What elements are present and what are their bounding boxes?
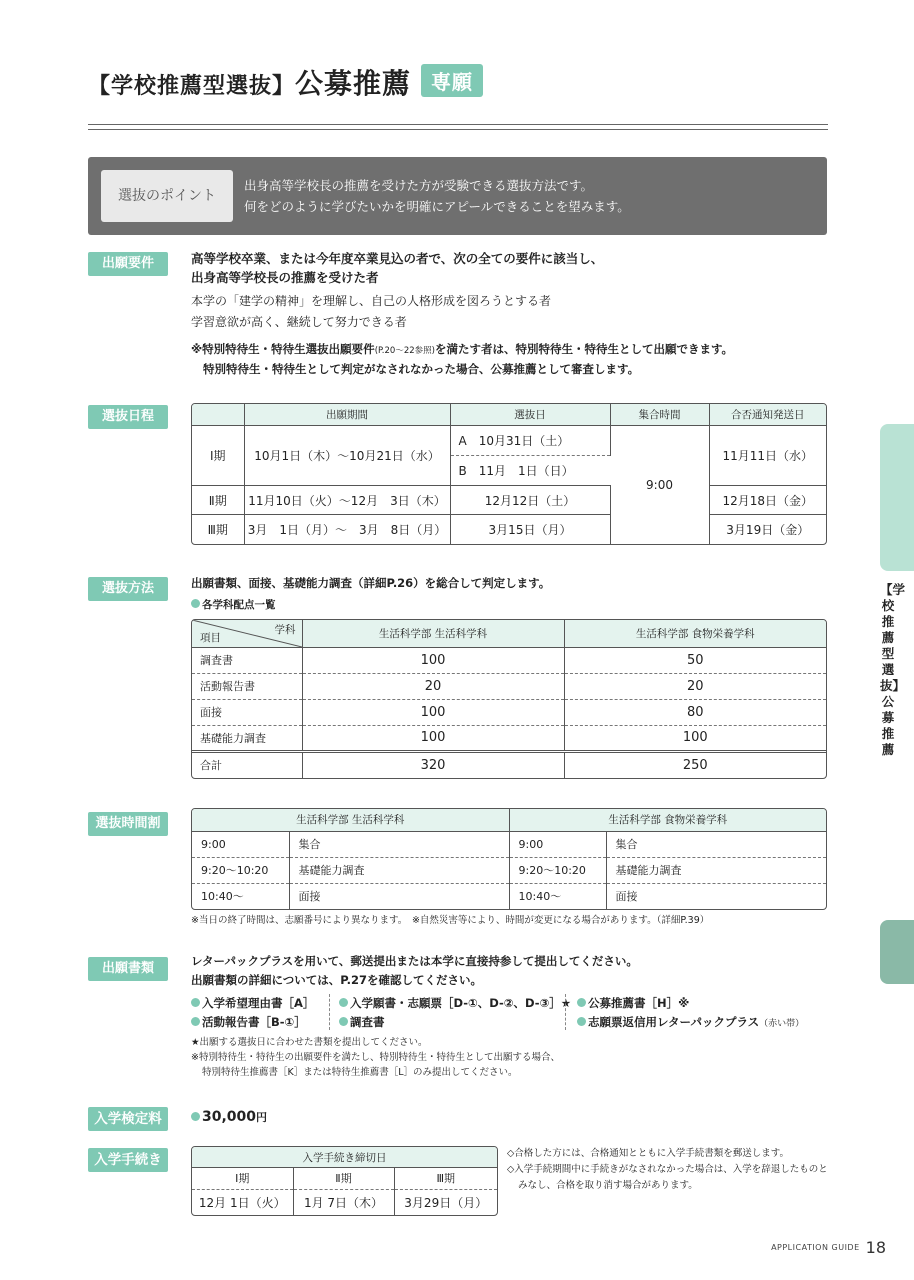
requirements-item-2: 学習意欲が高く、継続して努力できる者 <box>191 315 407 329</box>
bullet-dot <box>191 599 200 608</box>
requirements-label: 出願要件 <box>88 252 168 276</box>
score-col-b: 生活科学部 食物栄養学科 <box>564 620 826 647</box>
title-prefix: 【学校推薦型選抜】 <box>88 74 296 99</box>
schedule-exam-1a: A 10月31日（土） <box>450 425 610 455</box>
requirements-items <box>191 291 551 333</box>
side-tab-next[interactable] <box>880 920 914 984</box>
doc-item-5-text: 公募推薦書［H］※ <box>588 996 690 1010</box>
schedule-head-time: 集合時間 <box>610 404 709 425</box>
schedule-head-exam: 選抜日 <box>450 404 610 425</box>
requirements-notes <box>191 340 733 378</box>
score-item-1: 調査書 <box>192 647 302 673</box>
documents-note-1: ★出願する選抜日に合わせた書類を提出してください。 <box>191 1037 428 1048</box>
score-col-a: 生活科学部 生活科学科 <box>302 620 564 647</box>
documents-line-1: レターパックプラスを用いて、郵送提出または本学に直接持参して提出してください。 <box>191 954 638 968</box>
procedure-note-1: ◇合格した方には、合格通知とともに入学手続書類を郵送します。 <box>507 1148 790 1159</box>
doc-item-2-text: 活動報告書［B-①］ <box>202 1015 306 1029</box>
requirements-note-1b: (P.20～22参照) <box>374 346 435 356</box>
side-tab-active[interactable] <box>880 424 914 571</box>
score-total-item: 合計 <box>192 751 302 778</box>
procedure-term-1: Ⅰ期 <box>192 1168 293 1190</box>
schedule-exam-1b: B 11月 1日（日） <box>450 455 610 485</box>
tt-a-time-3: 10:40～ <box>192 883 289 909</box>
procedure-date-1: 12月 1日（火） <box>192 1189 293 1215</box>
score-a-3: 100 <box>302 699 564 725</box>
documents-label: 出願書類 <box>88 957 168 981</box>
score-item-2: 活動報告書 <box>192 673 302 699</box>
documents-desc <box>191 952 638 990</box>
doc-divider-1 <box>329 994 331 1030</box>
tt-a-event-2: 基礎能力調査 <box>289 857 509 883</box>
tt-a-time-2: 9:20～10:20 <box>192 857 289 883</box>
point-line-2: 何をどのように学びたいかを明確にアピールできることを望みます。 <box>244 199 630 214</box>
bullet-dot <box>191 1017 200 1026</box>
schedule-term-1: Ⅰ期 <box>192 425 244 485</box>
score-item-4: 基礎能力調査 <box>192 725 302 751</box>
documents-note-2: ※特別特待生・特待生の出願要件を満たし、特別特待生・特待生として出願する場合、 <box>191 1052 560 1063</box>
tt-b-time-3: 10:40～ <box>509 883 606 909</box>
score-a-2: 20 <box>302 673 564 699</box>
point-line-1: 出身高等学校長の推薦を受けた方が受験できる選抜方法です。 <box>244 178 594 193</box>
score-a-4: 100 <box>302 725 564 751</box>
bullet-dot <box>339 1017 348 1026</box>
schedule-assembly-time: 9:00 <box>610 425 709 544</box>
schedule-term-2: Ⅱ期 <box>192 486 244 515</box>
documents-col-3 <box>577 994 804 1034</box>
doc-item-6 <box>577 1013 804 1034</box>
doc-item-4-text: 調査書 <box>350 1015 385 1029</box>
score-total-b: 250 <box>682 757 708 773</box>
score-corner-bottom: 項目 <box>200 631 221 644</box>
point-text <box>244 175 630 217</box>
procedure-note-3: みなし、合格を取り消す場合があります。 <box>518 1180 698 1191</box>
timetable-table <box>191 808 827 910</box>
procedure-label: 入学手続き <box>88 1148 168 1172</box>
senkan-badge: 専願 <box>421 64 483 97</box>
score-corner <box>192 620 302 647</box>
requirements-bold <box>191 249 603 287</box>
doc-item-1-text: 入学希望理由書［A］ <box>202 996 315 1010</box>
bullet-dot <box>577 1017 586 1026</box>
side-section-title: 【学校推薦型選抜】 公募推薦 <box>880 582 906 757</box>
doc-item-3-text: 入学願書・志願票［D-①、D-②、D-③］★ <box>350 996 572 1010</box>
procedure-header: 入学手続き締切日 <box>192 1147 497 1168</box>
requirements-note-1a: ※特別特待生・特待生選抜出願要件 <box>191 342 375 356</box>
method-label: 選抜方法 <box>88 577 168 601</box>
tt-a-event-3: 面接 <box>289 883 509 909</box>
score-table <box>191 619 827 779</box>
bullet-dot <box>577 998 586 1007</box>
bullet-dot <box>339 998 348 1007</box>
title-rule-top <box>88 124 828 125</box>
procedure-term-3: Ⅲ期 <box>394 1168 497 1190</box>
schedule-head-blank <box>192 404 244 425</box>
tt-b-time-2: 9:20～10:20 <box>509 857 606 883</box>
schedule-term-3: Ⅲ期 <box>192 515 244 544</box>
timetable-label: 選抜時間割 <box>88 812 168 836</box>
tt-b-event-3: 面接 <box>615 890 638 904</box>
doc-item-2 <box>191 1013 314 1032</box>
documents-col-1 <box>191 994 314 1032</box>
schedule-notice-3: 3月19日（金） <box>726 523 810 538</box>
documents-col-2 <box>339 994 571 1032</box>
schedule-head-period: 出願期間 <box>244 404 450 425</box>
procedure-date-3: 3月29日（月） <box>404 1195 488 1210</box>
schedule-label: 選抜日程 <box>88 405 168 429</box>
requirements-note-1c: を満たす者は、特別特待生・特待生として出願できます。 <box>434 342 734 356</box>
requirements-note-2: 特別特待生・特待生として判定がなされなかった場合、公募推薦として審査します。 <box>203 362 640 376</box>
schedule-exam-2: 12月12日（土） <box>450 486 610 515</box>
doc-item-3 <box>339 994 571 1013</box>
doc-item-1 <box>191 994 314 1013</box>
schedule-head-notice: 合否通知発送日 <box>709 404 826 425</box>
fee-unit: 円 <box>256 1111 268 1124</box>
requirements-item-1: 本学の「建学の精神」を理解し、自己の人格形成を図ろうとする者 <box>191 294 552 308</box>
bullet-dot <box>191 998 200 1007</box>
footer-guide: APPLICATION GUIDE <box>771 1243 860 1252</box>
requirements-bold-2: 出身高等学校長の推薦を受けた者 <box>191 270 379 285</box>
schedule-notice-2: 12月18日（金） <box>709 486 826 515</box>
procedure-term-2: Ⅱ期 <box>293 1168 394 1190</box>
method-sub-text: 各学科配点一覧 <box>202 599 276 611</box>
score-corner-top: 学科 <box>274 624 296 636</box>
requirements-bold-1: 高等学校卒業、または今年度卒業見込の者で、次の全ての要件に該当し、 <box>191 251 604 266</box>
doc-item-6-text: 志願票返信用レターパックプラス <box>588 1015 760 1029</box>
timetable-col-a: 生活科学部 生活科学科 <box>192 809 509 831</box>
score-b-3: 80 <box>564 699 826 725</box>
procedure-table <box>191 1146 498 1216</box>
tt-a-event-1: 集合 <box>289 831 509 857</box>
schedule-notice-1: 11月11日（水） <box>709 425 826 485</box>
procedure-date-2: 1月 7日（木） <box>293 1189 394 1215</box>
documents-note-3: 特別特待生推薦書［K］または特待生推薦書［L］のみ提出してください。 <box>202 1067 518 1078</box>
procedure-notes <box>507 1146 828 1194</box>
fee-amount-value: 30,000 <box>202 1109 257 1125</box>
point-tag: 選抜のポイント <box>101 170 233 222</box>
timetable-col-b: 生活科学部 食物栄養学科 <box>509 809 826 831</box>
schedule-exam-3: 3月15日（月） <box>450 515 610 544</box>
documents-notes <box>191 1035 560 1080</box>
score-a-1: 100 <box>302 647 564 673</box>
page-number: 18 <box>865 1238 886 1257</box>
tt-b-event-1: 集合 <box>606 831 826 857</box>
page-title <box>88 62 483 102</box>
schedule-table <box>191 403 827 545</box>
page-footer <box>771 1238 886 1257</box>
schedule-period-3: 3月 1日（月）～ 3月 8日（月） <box>244 515 450 544</box>
procedure-note-2: ◇入学手続期間中に手続きがなされなかった場合は、入学を辞退したものと <box>507 1164 828 1175</box>
method-sub <box>191 597 276 612</box>
title-text: 公募推薦 <box>295 67 412 100</box>
bullet-dot <box>191 1112 200 1121</box>
doc-item-5 <box>577 994 804 1013</box>
title-rule-bottom <box>88 129 828 130</box>
documents-line-2: 出願書類の詳細については、P.27を確認してください。 <box>191 973 482 987</box>
score-item-3: 面接 <box>192 699 302 725</box>
tt-b-event-2: 基礎能力調査 <box>606 857 826 883</box>
fee-amount <box>191 1109 267 1125</box>
tt-a-time-1: 9:00 <box>192 831 289 857</box>
doc-item-4 <box>339 1013 571 1032</box>
timetable-note: ※当日の終了時間は、志願番号により異なります。 ※自然災害等により、時間が変更になる場合があります。（詳細P.39） <box>191 915 710 926</box>
fee-label: 入学検定料 <box>88 1107 168 1131</box>
schedule-period-1: 10月1日（木）～10月21日（水） <box>244 425 450 485</box>
schedule-period-2: 11月10日（火）～12月 3日（木） <box>244 486 450 515</box>
score-b-1: 50 <box>564 647 826 673</box>
method-desc: 出願書類、面接、基礎能力調査（詳細P.26）を総合して判定します。 <box>191 576 551 590</box>
doc-divider-2 <box>565 994 567 1030</box>
doc-item-6-suffix: （赤い帯） <box>759 1019 805 1029</box>
score-b-2: 20 <box>564 673 826 699</box>
score-b-4: 100 <box>564 725 826 751</box>
score-total-a: 320 <box>302 751 564 778</box>
tt-b-time-1: 9:00 <box>509 831 606 857</box>
